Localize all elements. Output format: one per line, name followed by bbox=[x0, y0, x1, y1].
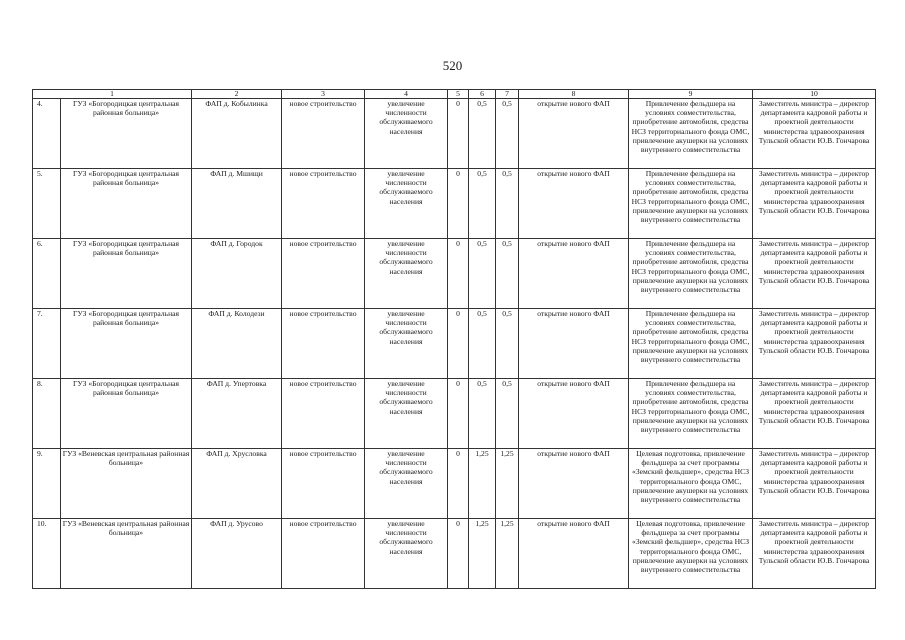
responsible-cell: Заместитель министра – директор департамента кадровой работы и проектной деятельности министерства здравоохранения Тульской области Ю.В. Гончарова bbox=[753, 239, 876, 309]
institution-cell: ГУЗ «Богородицкая центральная районная больница» bbox=[61, 169, 192, 239]
responsible-cell: Заместитель министра – директор департамента кадровой работы и проектной деятельности министерства здравоохранения Тульской области Ю.В. Гончарова bbox=[753, 169, 876, 239]
column-number: 8 bbox=[519, 90, 629, 99]
column-number: 1 bbox=[33, 90, 192, 99]
column7-cell: 0,5 bbox=[496, 309, 519, 379]
row-number-cell: 7. bbox=[33, 309, 61, 379]
column6-cell: 0,5 bbox=[469, 239, 496, 309]
measures-cell: Целевая подготовка, привлечение фельдшера за счет программы «Земский фельдшер», средства НСЗ территориального фонда ОМС, привлечение акушерки на условиях внутреннего совместительства bbox=[629, 449, 753, 519]
construction-type-cell: новое строительство bbox=[282, 519, 365, 589]
row-number-cell: 6. bbox=[33, 239, 61, 309]
institution-cell: ГУЗ «Веневская центральная районная больница» bbox=[61, 449, 192, 519]
measures-table bbox=[32, 89, 876, 589]
column7-cell: 1,25 bbox=[496, 519, 519, 589]
responsible-cell: Заместитель министра – директор департамента кадровой работы и проектной деятельности министерства здравоохранения Тульской области Ю.В. Гончарова bbox=[753, 379, 876, 449]
goal-cell: увеличение численности обслуживаемого населения bbox=[365, 239, 448, 309]
institution-cell: ГУЗ «Богородицкая центральная районная больница» bbox=[61, 309, 192, 379]
construction-type-cell: новое строительство bbox=[282, 99, 365, 169]
column6-cell: 1,25 bbox=[469, 519, 496, 589]
column5-cell: 0 bbox=[448, 169, 469, 239]
construction-type-cell: новое строительство bbox=[282, 169, 365, 239]
page-number: 520 bbox=[442, 58, 463, 73]
object-cell: ФАП д. Упертовка bbox=[192, 379, 282, 449]
result-cell: открытие нового ФАП bbox=[519, 449, 629, 519]
column-number: 4 bbox=[365, 90, 448, 99]
object-cell: ФАП д. Колодези bbox=[192, 309, 282, 379]
goal-cell: увеличение численности обслуживаемого населения bbox=[365, 309, 448, 379]
column6-cell: 0,5 bbox=[469, 309, 496, 379]
table-row bbox=[33, 449, 876, 519]
responsible-cell: Заместитель министра – директор департамента кадровой работы и проектной деятельности министерства здравоохранения Тульской области Ю.В. Гончарова bbox=[753, 449, 876, 519]
responsible-cell: Заместитель министра – директор департамента кадровой работы и проектной деятельности министерства здравоохранения Тульской области Ю.В. Гончарова bbox=[753, 99, 876, 169]
goal-cell: увеличение численности обслуживаемого населения bbox=[365, 449, 448, 519]
column5-cell: 0 bbox=[448, 239, 469, 309]
column6-cell: 0,5 bbox=[469, 379, 496, 449]
table-row bbox=[33, 99, 876, 169]
row-number-cell: 8. bbox=[33, 379, 61, 449]
column-numbers-row bbox=[33, 90, 876, 99]
result-cell: открытие нового ФАП bbox=[519, 169, 629, 239]
construction-type-cell: новое строительство bbox=[282, 309, 365, 379]
object-cell: ФАП д. Урусово bbox=[192, 519, 282, 589]
measures-cell: Привлечение фельдшера на условиях совместительства, приобретение автомобиля, средства НСЗ территориального фонда ОМС, привлечение акушерки на условиях внутреннего совместительства bbox=[629, 239, 753, 309]
column7-cell: 0,5 bbox=[496, 379, 519, 449]
column-number: 9 bbox=[629, 90, 753, 99]
institution-cell: ГУЗ «Богородицкая центральная районная больница» bbox=[61, 379, 192, 449]
table-row bbox=[33, 519, 876, 589]
table-body bbox=[33, 90, 876, 589]
goal-cell: увеличение численности обслуживаемого населения bbox=[365, 99, 448, 169]
result-cell: открытие нового ФАП bbox=[519, 309, 629, 379]
responsible-cell: Заместитель министра – директор департамента кадровой работы и проектной деятельности министерства здравоохранения Тульской области Ю.В. Гончарова bbox=[753, 519, 876, 589]
goal-cell: увеличение численности обслуживаемого населения bbox=[365, 379, 448, 449]
object-cell: ФАП д. Мшищи bbox=[192, 169, 282, 239]
construction-type-cell: новое строительство bbox=[282, 449, 365, 519]
column-number: 10 bbox=[753, 90, 876, 99]
institution-cell: ГУЗ «Богородицкая центральная районная больница» bbox=[61, 239, 192, 309]
construction-type-cell: новое строительство bbox=[282, 239, 365, 309]
column7-cell: 0,5 bbox=[496, 239, 519, 309]
column7-cell: 1,25 bbox=[496, 449, 519, 519]
construction-type-cell: новое строительство bbox=[282, 379, 365, 449]
institution-cell: ГУЗ «Богородицкая центральная районная больница» bbox=[61, 99, 192, 169]
column-number: 2 bbox=[192, 90, 282, 99]
row-number-cell: 9. bbox=[33, 449, 61, 519]
column-number: 5 bbox=[448, 90, 469, 99]
measures-cell: Привлечение фельдшера на условиях совместительства, приобретение автомобиля, средства НСЗ территориального фонда ОМС, привлечение акушерки на условиях внутреннего совместительства bbox=[629, 169, 753, 239]
table-row bbox=[33, 309, 876, 379]
column6-cell: 0,5 bbox=[469, 169, 496, 239]
goal-cell: увеличение численности обслуживаемого населения bbox=[365, 169, 448, 239]
column5-cell: 0 bbox=[448, 379, 469, 449]
object-cell: ФАП д. Хрусловка bbox=[192, 449, 282, 519]
object-cell: ФАП д. Городок bbox=[192, 239, 282, 309]
column6-cell: 0,5 bbox=[469, 99, 496, 169]
measures-cell: Привлечение фельдшера на условиях совместительства, приобретение автомобиля, средства НСЗ территориального фонда ОМС, привлечение акушерки на условиях внутреннего совместительства bbox=[629, 99, 753, 169]
result-cell: открытие нового ФАП bbox=[519, 239, 629, 309]
result-cell: открытие нового ФАП bbox=[519, 99, 629, 169]
object-cell: ФАП д. Кобылинка bbox=[192, 99, 282, 169]
responsible-cell: Заместитель министра – директор департамента кадровой работы и проектной деятельности министерства здравоохранения Тульской области Ю.В. Гончарова bbox=[753, 309, 876, 379]
column6-cell: 1,25 bbox=[469, 449, 496, 519]
column5-cell: 0 bbox=[448, 519, 469, 589]
table-row bbox=[33, 169, 876, 239]
column-number: 6 bbox=[469, 90, 496, 99]
result-cell: открытие нового ФАП bbox=[519, 379, 629, 449]
column-number: 7 bbox=[496, 90, 519, 99]
column5-cell: 0 bbox=[448, 99, 469, 169]
row-number-cell: 10. bbox=[33, 519, 61, 589]
goal-cell: увеличение численности обслуживаемого населения bbox=[365, 519, 448, 589]
row-number-cell: 5. bbox=[33, 169, 61, 239]
measures-cell: Целевая подготовка, привлечение фельдшера за счет программы «Земский фельдшер», средства НСЗ территориального фонда ОМС, привлечение акушерки на условиях внутреннего совместительства bbox=[629, 519, 753, 589]
column5-cell: 0 bbox=[448, 449, 469, 519]
column7-cell: 0,5 bbox=[496, 169, 519, 239]
measures-cell: Привлечение фельдшера на условиях совместительства, приобретение автомобиля, средства НСЗ территориального фонда ОМС, привлечение акушерки на условиях внутреннего совместительства bbox=[629, 379, 753, 449]
institution-cell: ГУЗ «Веневская центральная районная больница» bbox=[61, 519, 192, 589]
table-row bbox=[33, 379, 876, 449]
column7-cell: 0,5 bbox=[496, 99, 519, 169]
measures-cell: Привлечение фельдшера на условиях совместительства, приобретение автомобиля, средства НСЗ территориального фонда ОМС, привлечение акушерки на условиях внутреннего совместительства bbox=[629, 309, 753, 379]
result-cell: открытие нового ФАП bbox=[519, 519, 629, 589]
column-number: 3 bbox=[282, 90, 365, 99]
column5-cell: 0 bbox=[448, 309, 469, 379]
row-number-cell: 4. bbox=[33, 99, 61, 169]
table-row bbox=[33, 239, 876, 309]
